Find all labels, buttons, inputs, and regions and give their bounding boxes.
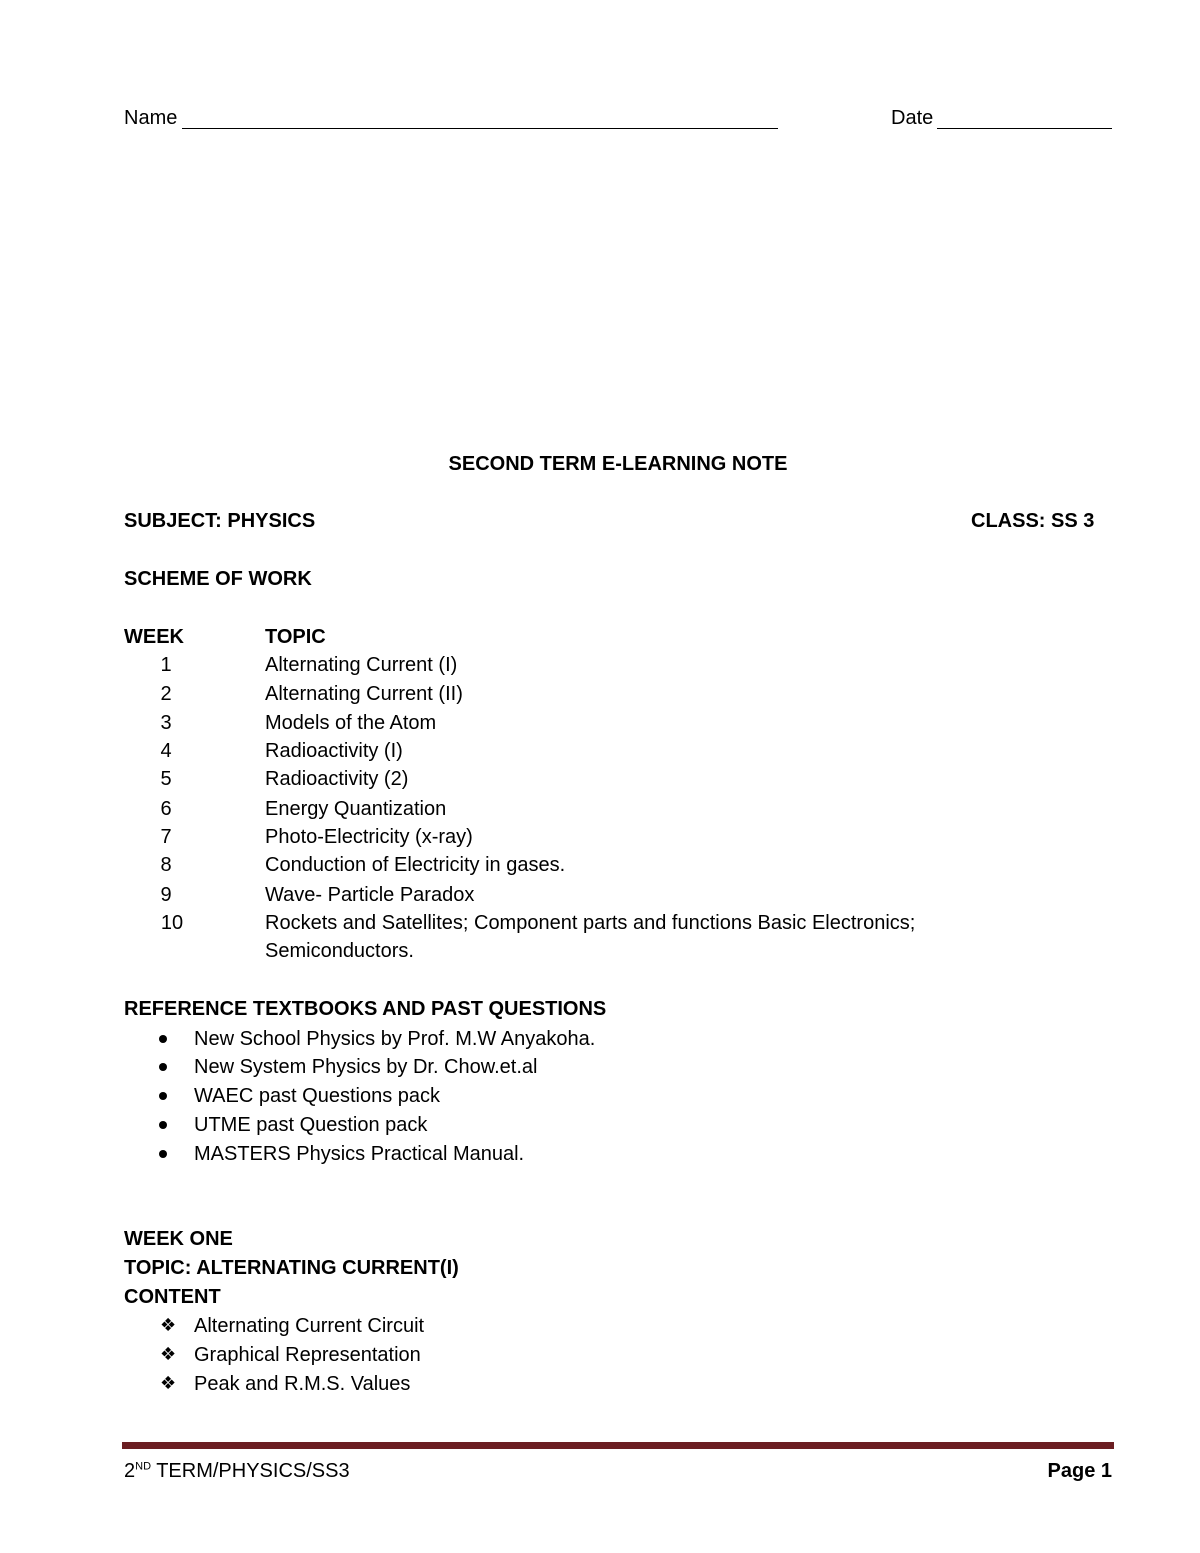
week-topic: Alternating Current (I) — [265, 654, 458, 676]
week-number: 1 — [160, 654, 172, 676]
week-topic: Energy Quantization — [265, 798, 447, 820]
footer-term-suffix: TERM/PHYSICS/SS3 — [151, 1460, 350, 1482]
reference-text: New School Physics by Prof. M.W Anyakoha. — [194, 1028, 596, 1050]
bullet-icon — [159, 1121, 167, 1129]
date-label: Date — [891, 107, 934, 129]
bullet-icon — [159, 1035, 167, 1043]
week-number: 4 — [160, 740, 172, 762]
diamond-bullet-icon: ❖ — [160, 1315, 177, 1335]
content-item: Peak and R.M.S. Values — [194, 1373, 411, 1395]
reference-text: WAEC past Questions pack — [194, 1085, 441, 1107]
week-topic: Wave- Particle Paradox — [265, 884, 475, 906]
references-heading: REFERENCE TEXTBOOKS AND PAST QUESTIONS — [124, 998, 607, 1020]
week-topic: Models of the Atom — [265, 712, 437, 734]
week-number: 8 — [160, 854, 172, 876]
footer-term-prefix: 2 — [124, 1460, 136, 1482]
page-title: SECOND TERM E-LEARNING NOTE — [448, 453, 788, 475]
week-number: 7 — [160, 826, 172, 848]
footer-divider — [122, 1442, 1114, 1449]
bullet-icon — [159, 1150, 167, 1158]
week-one-topic: TOPIC: ALTERNATING CURRENT(I) — [124, 1257, 459, 1279]
bullet-icon — [159, 1092, 167, 1100]
week-one-heading: WEEK ONE — [124, 1228, 233, 1250]
bullet-icon — [159, 1063, 167, 1071]
week-topic: Photo-Electricity (x-ray) — [265, 826, 473, 848]
week-topic: Alternating Current (II) — [265, 683, 463, 705]
week-number: 3 — [160, 712, 172, 734]
content-item: Alternating Current Circuit — [194, 1315, 425, 1337]
reference-text: UTME past Question pack — [194, 1114, 428, 1136]
page-number: Page 1 — [1047, 1460, 1112, 1482]
name-label: Name — [124, 107, 178, 129]
week-topic: Radioactivity (2) — [265, 768, 409, 790]
content-label: CONTENT — [124, 1286, 221, 1308]
reference-text: MASTERS Physics Practical Manual. — [194, 1143, 525, 1165]
topic-column-header: TOPIC — [265, 626, 326, 648]
content-item: Graphical Representation — [194, 1344, 421, 1366]
diamond-bullet-icon: ❖ — [160, 1373, 177, 1393]
scheme-heading: SCHEME OF WORK — [124, 568, 312, 590]
diamond-bullet-icon: ❖ — [160, 1344, 177, 1364]
footer-term-label — [124, 1459, 350, 1483]
week-topic-continuation: Semiconductors. — [265, 940, 414, 962]
reference-text: New System Physics by Dr. Chow.et.al — [194, 1056, 538, 1078]
week-number: 9 — [160, 884, 172, 906]
week-topic: Conduction of Electricity in gases. — [265, 854, 566, 876]
date-line — [937, 128, 1112, 129]
week-number: 6 — [160, 798, 172, 820]
week-number: 5 — [160, 768, 172, 790]
footer-term-superscript: ND — [135, 1460, 152, 1473]
class-label: CLASS: SS 3 — [971, 510, 1095, 532]
name-line — [182, 128, 778, 129]
week-column-header: WEEK — [124, 626, 184, 648]
subject-label: SUBJECT: PHYSICS — [124, 510, 316, 532]
week-number: 10 — [160, 912, 184, 934]
week-number: 2 — [160, 683, 172, 705]
week-topic: Rockets and Satellites; Component parts and functions Basic Electronics; — [265, 912, 916, 934]
week-topic: Radioactivity (I) — [265, 740, 403, 762]
